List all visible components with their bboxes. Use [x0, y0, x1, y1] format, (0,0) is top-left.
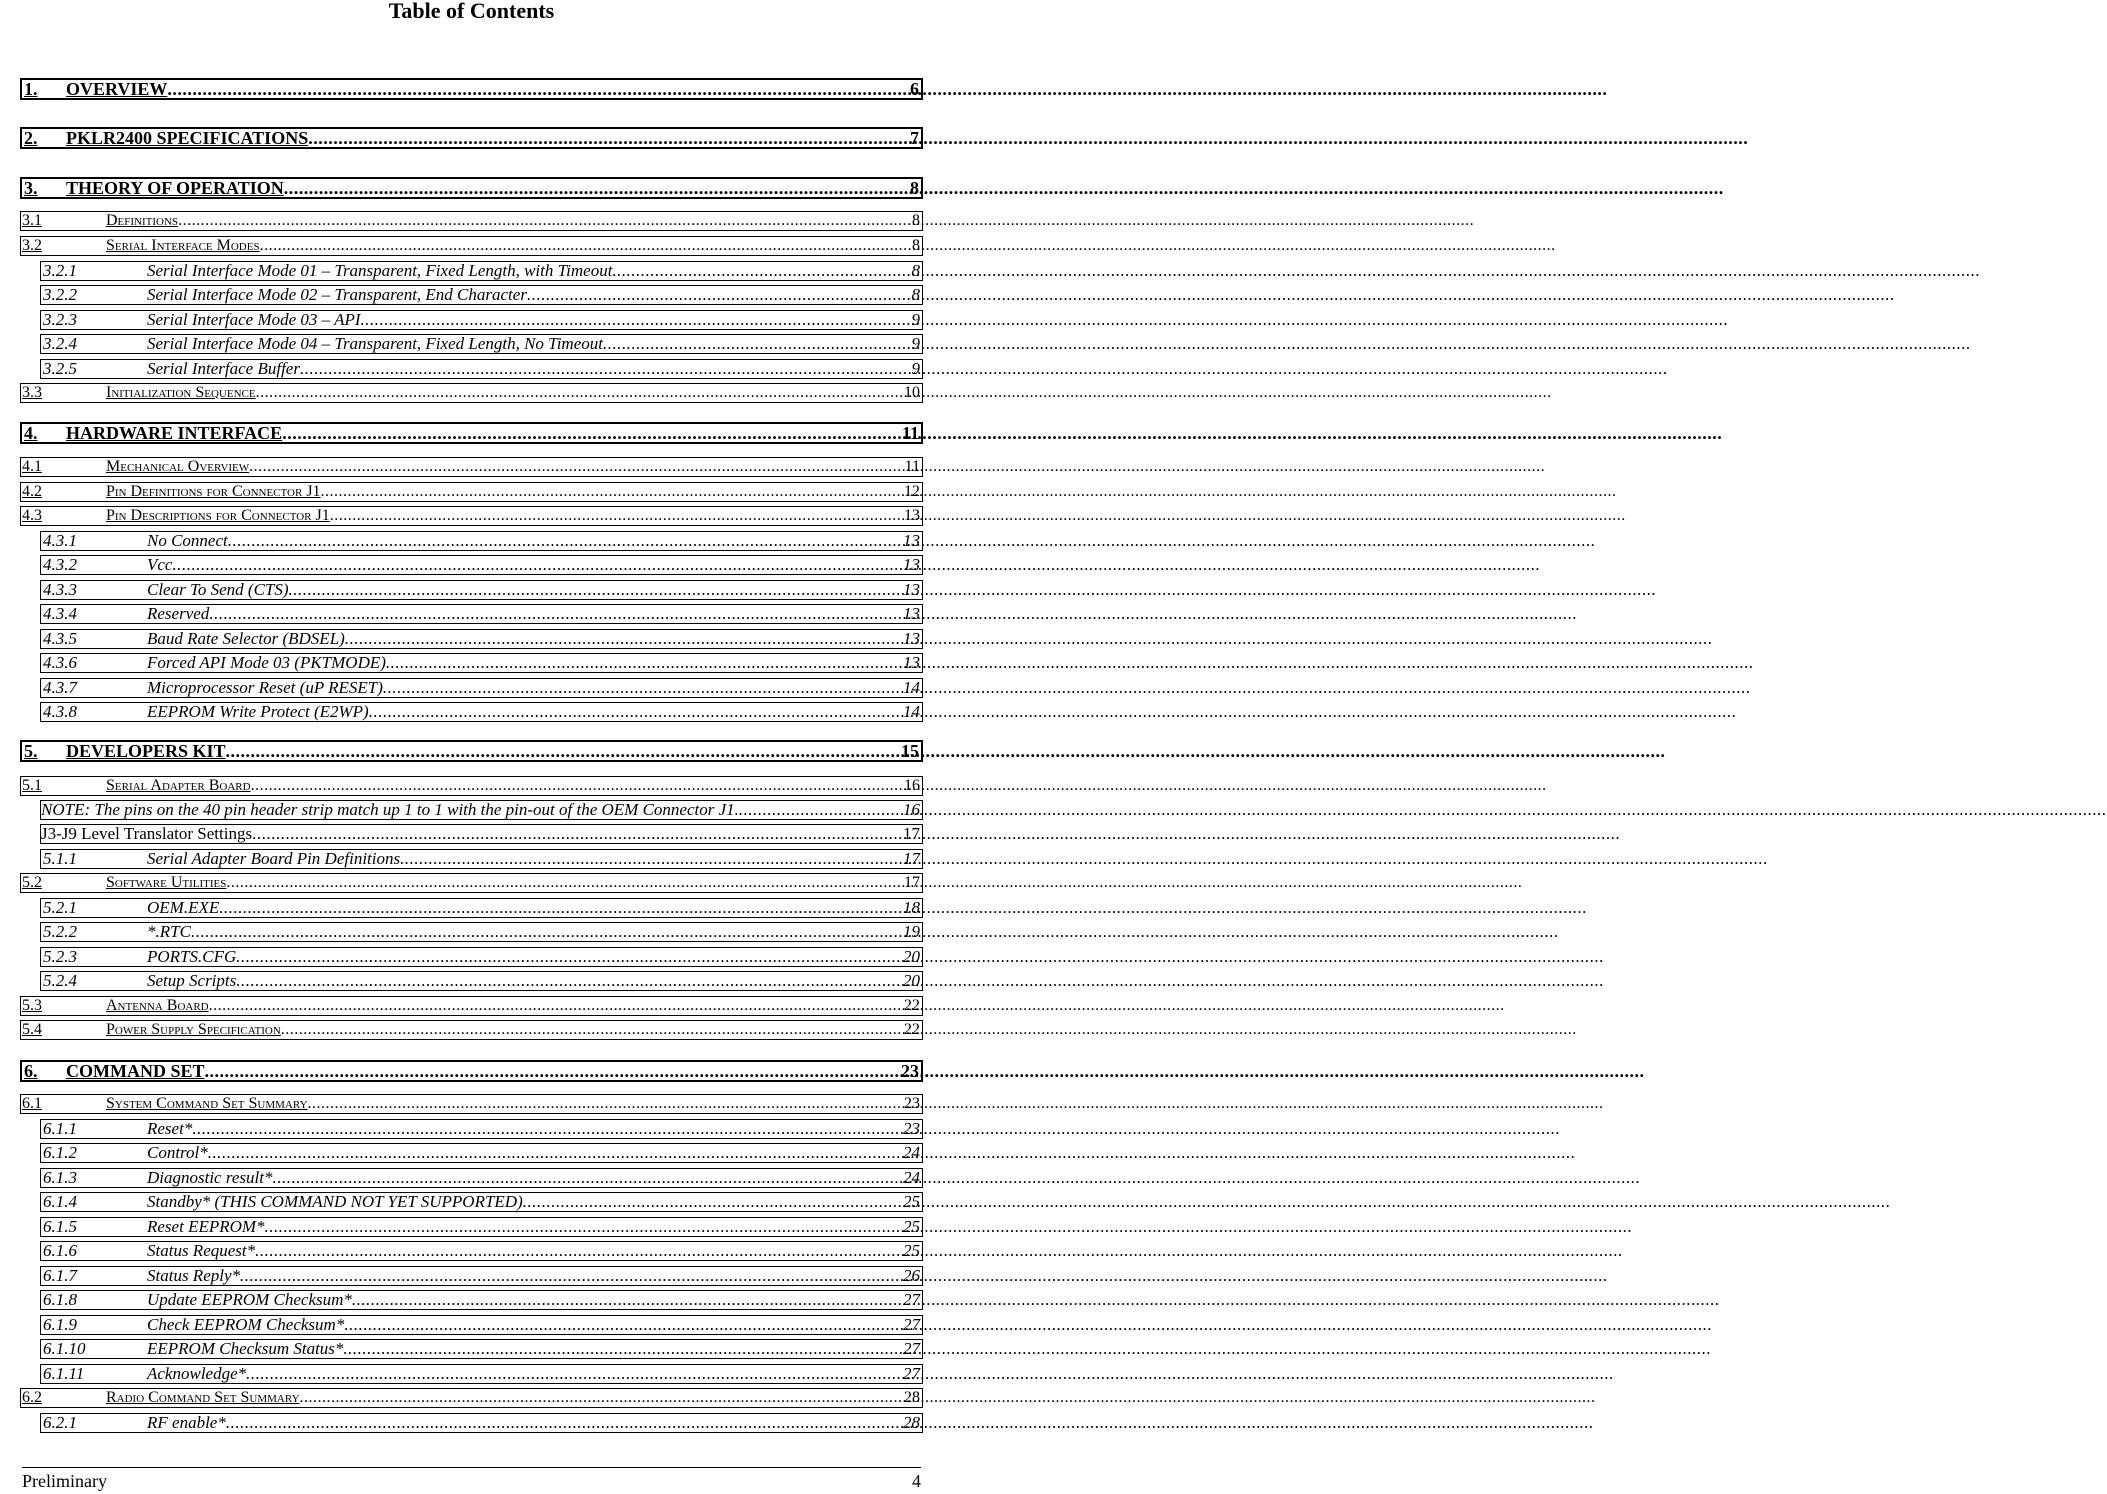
- toc-entry[interactable]: [20, 482, 923, 502]
- toc-leader-dots: [344, 1315, 902, 1335]
- toc-entry-number: 6.1.4: [43, 1192, 77, 1211]
- footer-divider: [22, 1467, 921, 1468]
- toc-entry-number: 6.1.11: [43, 1364, 85, 1383]
- toc-leader-dots: [400, 849, 902, 869]
- toc-entry-title: Acknowledge*: [147, 1364, 247, 1383]
- toc-leader-dots: [251, 777, 903, 795]
- toc-entry[interactable]: [40, 898, 923, 918]
- toc-entry-title: OEM.EXE: [147, 898, 220, 917]
- toc-entry-title: Serial Adapter Board Pin Definitions: [147, 849, 401, 868]
- toc-entry[interactable]: [40, 604, 923, 624]
- toc-entry[interactable]: [40, 334, 923, 354]
- toc-leader-dots: [345, 629, 902, 649]
- toc-entry-title: THEORY OF OPERATION: [66, 177, 284, 198]
- toc-leader-dots: [256, 384, 903, 402]
- toc-leader-dots: [352, 1290, 902, 1310]
- toc-entry-title: Setup Scripts: [147, 971, 237, 990]
- toc-leader-dots: [172, 555, 902, 575]
- toc-entry[interactable]: [40, 555, 923, 575]
- footer-page-number: 4: [912, 1471, 921, 1491]
- toc-entry[interactable]: [40, 629, 923, 649]
- toc-entry-page: 6: [910, 78, 919, 99]
- toc-entry-page: 13: [903, 580, 920, 599]
- toc-entry-title: Diagnostic result*: [147, 1168, 273, 1187]
- toc-entry-page: 25: [903, 1217, 920, 1236]
- toc-entry-title: DEVELOPERS KIT: [66, 740, 226, 761]
- toc-entry-page: 13: [903, 629, 920, 648]
- toc-entry[interactable]: [40, 531, 923, 551]
- toc-entry-title: Pin Definitions for Connector J1: [106, 483, 321, 500]
- toc-leader-dots: [281, 1021, 903, 1039]
- toc-entry[interactable]: [20, 873, 923, 893]
- toc-entry-number: 6.1.2: [43, 1143, 77, 1162]
- toc-entry[interactable]: [40, 971, 923, 991]
- toc-entry-number: 3.2.3: [43, 310, 77, 329]
- toc-entry-page: 13: [903, 653, 920, 672]
- toc-entry-number: 3.2.1: [43, 261, 77, 280]
- toc-entry-title: NOTE: The pins on the 40 pin header strip match up 1 to 1 with the pin-out of the OEM Connector J1.: [41, 800, 739, 819]
- toc-entry[interactable]: [40, 1241, 923, 1261]
- toc-entry[interactable]: [40, 1143, 923, 1163]
- toc-entry-number: 4.3.6: [43, 653, 77, 672]
- toc-entry-number: 5.3: [22, 997, 42, 1014]
- toc-entry-number: 6.1.9: [43, 1315, 77, 1334]
- toc-entry-page: 27: [903, 1290, 920, 1309]
- toc-leader-dots: [236, 947, 902, 967]
- toc-entry-page: 20: [903, 971, 920, 990]
- toc-entry-title: Status Reply*: [147, 1266, 241, 1285]
- toc-leader-dots: [527, 285, 911, 305]
- toc-entry[interactable]: [40, 1119, 923, 1139]
- toc-entry-page: 23: [904, 1095, 920, 1112]
- toc-entry-page: 17: [903, 824, 920, 843]
- toc-leader-dots: [167, 79, 909, 100]
- toc-entry-number: 6.1.1: [43, 1119, 77, 1138]
- toc-entry-title: Antenna Board: [106, 997, 209, 1014]
- toc-entry-page: 25: [903, 1192, 920, 1211]
- toc-leader-dots: [246, 1364, 902, 1384]
- toc-entry-number: 3.1: [22, 212, 42, 229]
- toc-entry-title: Serial Interface Buffer: [147, 359, 300, 378]
- toc-leader-dots: [226, 874, 903, 892]
- toc-leader-dots: [361, 310, 911, 330]
- toc-entry-title: No Connect: [147, 531, 228, 550]
- toc-entry-page: 13: [903, 555, 920, 574]
- toc-entry[interactable]: [20, 776, 923, 796]
- toc-entry[interactable]: [40, 359, 923, 379]
- toc-entry-title: Control*: [147, 1143, 208, 1162]
- toc-entry[interactable]: [40, 824, 923, 844]
- toc-entry-page: 17: [903, 849, 920, 868]
- toc-entry-number: 5.1.1: [43, 849, 77, 868]
- toc-entry-title: Power Supply Specification: [106, 1021, 281, 1038]
- toc-entry-number: 5.2.2: [43, 922, 77, 941]
- toc-leader-dots: [191, 922, 902, 942]
- toc-leader-dots: [282, 423, 901, 444]
- toc-entry-number: 3.2.5: [43, 359, 77, 378]
- toc-entry-title: Pin Descriptions for Connector J1: [106, 507, 330, 524]
- toc-entry-title: Reserved: [147, 604, 210, 623]
- toc-entry-number: 6.1.8: [43, 1290, 77, 1309]
- toc-entry[interactable]: [40, 1339, 923, 1359]
- toc-entry-page: 10: [904, 384, 920, 401]
- toc-entry-number: 4.3.8: [43, 702, 77, 721]
- toc-entry-page: 13: [904, 507, 920, 524]
- toc-leader-dots: [300, 1389, 903, 1407]
- toc-leader-dots: [209, 604, 902, 624]
- toc-entry[interactable]: [40, 849, 923, 869]
- toc-entry-number: 5.4: [22, 1021, 42, 1038]
- toc-leader-dots: [289, 580, 902, 600]
- toc-leader-dots: [240, 1266, 902, 1286]
- toc-leader-dots: [523, 1192, 902, 1212]
- toc-leader-dots: [284, 178, 909, 199]
- toc-entry-page: 23: [901, 1060, 919, 1081]
- footer-label: Preliminary: [22, 1471, 107, 1491]
- toc-entry-number: 4.3.2: [43, 555, 77, 574]
- toc-entry[interactable]: [40, 922, 923, 942]
- toc-leader-dots: [260, 237, 911, 255]
- toc-entry-page: 27: [903, 1364, 920, 1383]
- toc-entry-number: 1.: [24, 78, 38, 99]
- toc-entry-title: Status Request*: [147, 1241, 256, 1260]
- toc-entry-title: Serial Interface Mode 04 – Transparent, Fixed Length, No Timeout: [147, 334, 603, 353]
- toc-entry-title: Clear To Send (CTS): [147, 580, 289, 599]
- toc-entry[interactable]: [20, 1094, 923, 1114]
- toc-entry-page: 20: [903, 947, 920, 966]
- toc-entry[interactable]: [40, 1290, 923, 1310]
- toc-entry-title: System Command Set Summary: [106, 1095, 308, 1112]
- toc-entry-page: 22: [904, 1021, 920, 1038]
- toc-entry-number: 5.: [24, 740, 38, 761]
- toc-entry[interactable]: [20, 1020, 923, 1040]
- toc-entry[interactable]: [40, 1315, 923, 1335]
- toc-leader-dots: [226, 1413, 902, 1433]
- toc-leader-dots: [383, 678, 902, 698]
- toc-entry[interactable]: [40, 653, 923, 673]
- toc-entry-number: 6.1.10: [43, 1339, 86, 1358]
- toc-entry-title: Serial Interface Mode 01 – Transparent, Fixed Length, with Timeout: [147, 261, 613, 280]
- toc-entry-title: Software Utilities: [106, 874, 227, 891]
- toc-entry-number: 3.2: [22, 237, 42, 254]
- toc-entry[interactable]: [20, 383, 923, 403]
- toc-entry[interactable]: [20, 740, 923, 762]
- toc-entry-number: 5.1: [22, 777, 42, 794]
- toc-entry-title: EEPROM Checksum Status*: [147, 1339, 344, 1358]
- toc-entry-page: 13: [903, 531, 920, 550]
- toc-entry-number: 4.3.3: [43, 580, 77, 599]
- toc-entry-page: 24: [903, 1168, 920, 1187]
- toc-entry[interactable]: [20, 211, 923, 231]
- toc-leader-dots: [255, 1241, 902, 1261]
- toc-entry-number: 4.3: [22, 507, 42, 524]
- toc-entry-page: 13: [903, 604, 920, 623]
- toc-entry-number: 4.3.4: [43, 604, 77, 623]
- toc-entry[interactable]: [40, 1192, 923, 1212]
- toc-entry-number: 6.1: [22, 1095, 42, 1112]
- toc-entry-title: Reset EEPROM*: [147, 1217, 265, 1236]
- toc-entry-title: Update EEPROM Checksum*: [147, 1290, 352, 1309]
- toc-entry-title: Radio Command Set Summary: [106, 1389, 300, 1406]
- toc-entry-page: 16: [903, 800, 920, 819]
- toc-entry-title: J3-J9 Level Translator Settings: [41, 824, 253, 843]
- toc-entry[interactable]: [20, 996, 923, 1016]
- toc-entry[interactable]: [40, 678, 923, 698]
- toc-entry[interactable]: [40, 1266, 923, 1286]
- toc-entry-number: 5.2.3: [43, 947, 77, 966]
- toc-entry-page: 26: [903, 1266, 920, 1285]
- toc-entry-number: 4.2: [22, 483, 42, 500]
- toc-entry-number: 4.3.5: [43, 629, 77, 648]
- toc-leader-dots: [219, 898, 902, 918]
- toc-entry-number: 6.2.1: [43, 1413, 77, 1432]
- toc-entry-page: 19: [903, 922, 920, 941]
- toc-entry-page: 18: [903, 898, 920, 917]
- toc-entry-title: Microprocessor Reset (uP RESET): [147, 678, 383, 697]
- toc-entry[interactable]: [40, 1168, 923, 1188]
- toc-leader-dots: [308, 128, 909, 149]
- toc-entry-number: 6.1.5: [43, 1217, 77, 1236]
- toc-entry-number: 2.: [24, 127, 38, 148]
- toc-entry-number: 4.1: [22, 458, 42, 475]
- toc-entry-title: PKLR2400 SPECIFICATIONS: [66, 127, 309, 148]
- toc-entry-number: 3.: [24, 177, 38, 198]
- toc-leader-dots: [178, 212, 911, 230]
- toc-entry-number: 6.1.6: [43, 1241, 77, 1260]
- toc-leader-dots: [308, 1095, 903, 1113]
- toc-entry-title: Serial Interface Mode 03 – API: [147, 310, 361, 329]
- toc-entry-title: RF enable*: [147, 1413, 226, 1432]
- toc-entry-title: Forced API Mode 03 (PKTMODE): [147, 653, 386, 672]
- toc-entry-number: 6.1.7: [43, 1266, 77, 1285]
- toc-entry-title: OVERVIEW: [66, 78, 168, 99]
- toc-entry-page: 7: [910, 127, 919, 148]
- toc-leader-dots: [208, 1143, 902, 1163]
- toc-entry[interactable]: [40, 1413, 923, 1433]
- toc-entry-page: 22: [904, 997, 920, 1014]
- toc-entry-title: Serial Interface Modes: [106, 237, 260, 254]
- toc-entry-page: 14: [903, 702, 920, 721]
- toc-entry[interactable]: [20, 1060, 923, 1082]
- toc-entry-page: 25: [903, 1241, 920, 1260]
- toc-entry-number: 6.2: [22, 1389, 42, 1406]
- toc-leader-dots: [192, 1119, 902, 1139]
- toc-leader-dots: [272, 1168, 902, 1188]
- toc-leader-dots: [265, 1217, 902, 1237]
- toc-entry-title: *.RTC: [147, 922, 191, 941]
- toc-entry-page: 24: [903, 1143, 920, 1162]
- toc-leader-dots: [386, 653, 902, 673]
- toc-entry[interactable]: [20, 422, 923, 444]
- toc-leader-dots: [603, 334, 911, 354]
- toc-entry-number: 3.2.4: [43, 334, 77, 353]
- toc-entry-page: 9: [911, 334, 920, 353]
- toc-leader-dots: [369, 702, 902, 722]
- toc-entry-title: HARDWARE INTERFACE: [66, 422, 283, 443]
- toc-entry[interactable]: [40, 580, 923, 600]
- toc-entry-page: 27: [903, 1315, 920, 1334]
- toc-entry[interactable]: [40, 261, 923, 281]
- toc-leader-dots: [321, 483, 903, 501]
- toc-entry-title: Mechanical Overview: [106, 458, 250, 475]
- toc-entry[interactable]: [40, 800, 923, 820]
- toc-entry-number: 6.1.3: [43, 1168, 77, 1187]
- toc-entry-page: 8: [911, 285, 920, 304]
- toc-entry-page: 9: [911, 359, 920, 378]
- toc-entry-number: 4.3.1: [43, 531, 77, 550]
- toc-leader-dots: [343, 1339, 902, 1359]
- toc-entry-number: 5.2.1: [43, 898, 77, 917]
- toc-entry-page: 28: [903, 1413, 920, 1432]
- toc-leader-dots: [300, 359, 911, 379]
- toc-entry-title: Initialization Sequence: [106, 384, 256, 401]
- toc-entry-number: 3.3: [22, 384, 42, 401]
- toc-entry[interactable]: [20, 236, 923, 256]
- toc-leader-dots: [209, 997, 903, 1015]
- toc-entry[interactable]: [20, 78, 923, 100]
- toc-entry-title: Serial Interface Mode 02 – Transparent, End Character: [147, 285, 527, 304]
- toc-entry-number: 6.: [24, 1060, 38, 1081]
- toc-leader-dots: [252, 824, 902, 844]
- toc-leader-dots: [228, 531, 902, 551]
- toc-entry[interactable]: [40, 310, 923, 330]
- toc-entry-page: 8: [912, 212, 920, 229]
- toc-leader-dots: [330, 507, 903, 525]
- toc-leader-dots: [205, 1061, 901, 1082]
- toc-entry-title: Baud Rate Selector (BDSEL): [147, 629, 345, 648]
- toc-entry[interactable]: [20, 506, 923, 526]
- toc-entry-number: 5.2.4: [43, 971, 77, 990]
- page-title: Table of Contents: [388, 0, 555, 23]
- toc-entry-title: Serial Adapter Board: [106, 777, 251, 794]
- toc-entry-title: Standby* (THIS COMMAND NOT YET SUPPORTED): [147, 1192, 523, 1211]
- toc-entry-page: 9: [911, 310, 920, 329]
- toc-entry-title: Definitions: [106, 212, 179, 229]
- toc-entry-title: Vcc: [147, 555, 173, 574]
- toc-entry-page: 8: [912, 237, 920, 254]
- toc-entry-title: PORTS.CFG: [147, 947, 237, 966]
- toc-entry-page: 12: [904, 483, 920, 500]
- toc-entry-page: 17: [904, 874, 920, 891]
- toc-entry-page: 8: [910, 177, 919, 198]
- toc-entry[interactable]: [40, 1217, 923, 1237]
- toc-entry[interactable]: [40, 702, 923, 722]
- toc-entry-page: 23: [903, 1119, 920, 1138]
- toc-entry-number: 4.3.7: [43, 678, 77, 697]
- toc-entry-page: 11: [904, 458, 920, 475]
- toc-leader-dots: [226, 741, 900, 762]
- toc-entry-page: 15: [901, 740, 919, 761]
- toc-entry-number: 5.2: [22, 874, 42, 891]
- toc-entry[interactable]: [40, 1364, 923, 1384]
- toc-entry[interactable]: [20, 177, 923, 199]
- toc-leader-dots: [249, 458, 903, 476]
- toc-entry-number: 4.: [24, 422, 38, 443]
- toc-entry-title: COMMAND SET: [66, 1060, 205, 1081]
- toc-entry[interactable]: [20, 457, 923, 477]
- toc-entry-page: 11: [901, 422, 919, 443]
- toc-leader-dots: [236, 971, 902, 991]
- toc-entry-page: 27: [903, 1339, 920, 1358]
- toc-leader-dots: [612, 261, 910, 281]
- toc-leader-dots: [739, 800, 902, 820]
- toc-entry[interactable]: [20, 1388, 923, 1408]
- toc-entry[interactable]: [20, 127, 923, 149]
- toc-entry[interactable]: [40, 285, 923, 305]
- toc-entry-page: 28: [904, 1389, 920, 1406]
- toc-entry-title: Reset*: [147, 1119, 193, 1138]
- toc-entry-number: 3.2.2: [43, 285, 77, 304]
- toc-entry-page: 16: [904, 777, 920, 794]
- toc-entry[interactable]: [40, 947, 923, 967]
- toc-entry-title: Check EEPROM Checksum*: [147, 1315, 345, 1334]
- toc-entry-page: 14: [903, 678, 920, 697]
- toc-entry-page: 8: [911, 261, 920, 280]
- toc-entry-title: EEPROM Write Protect (E2WP): [147, 702, 369, 721]
